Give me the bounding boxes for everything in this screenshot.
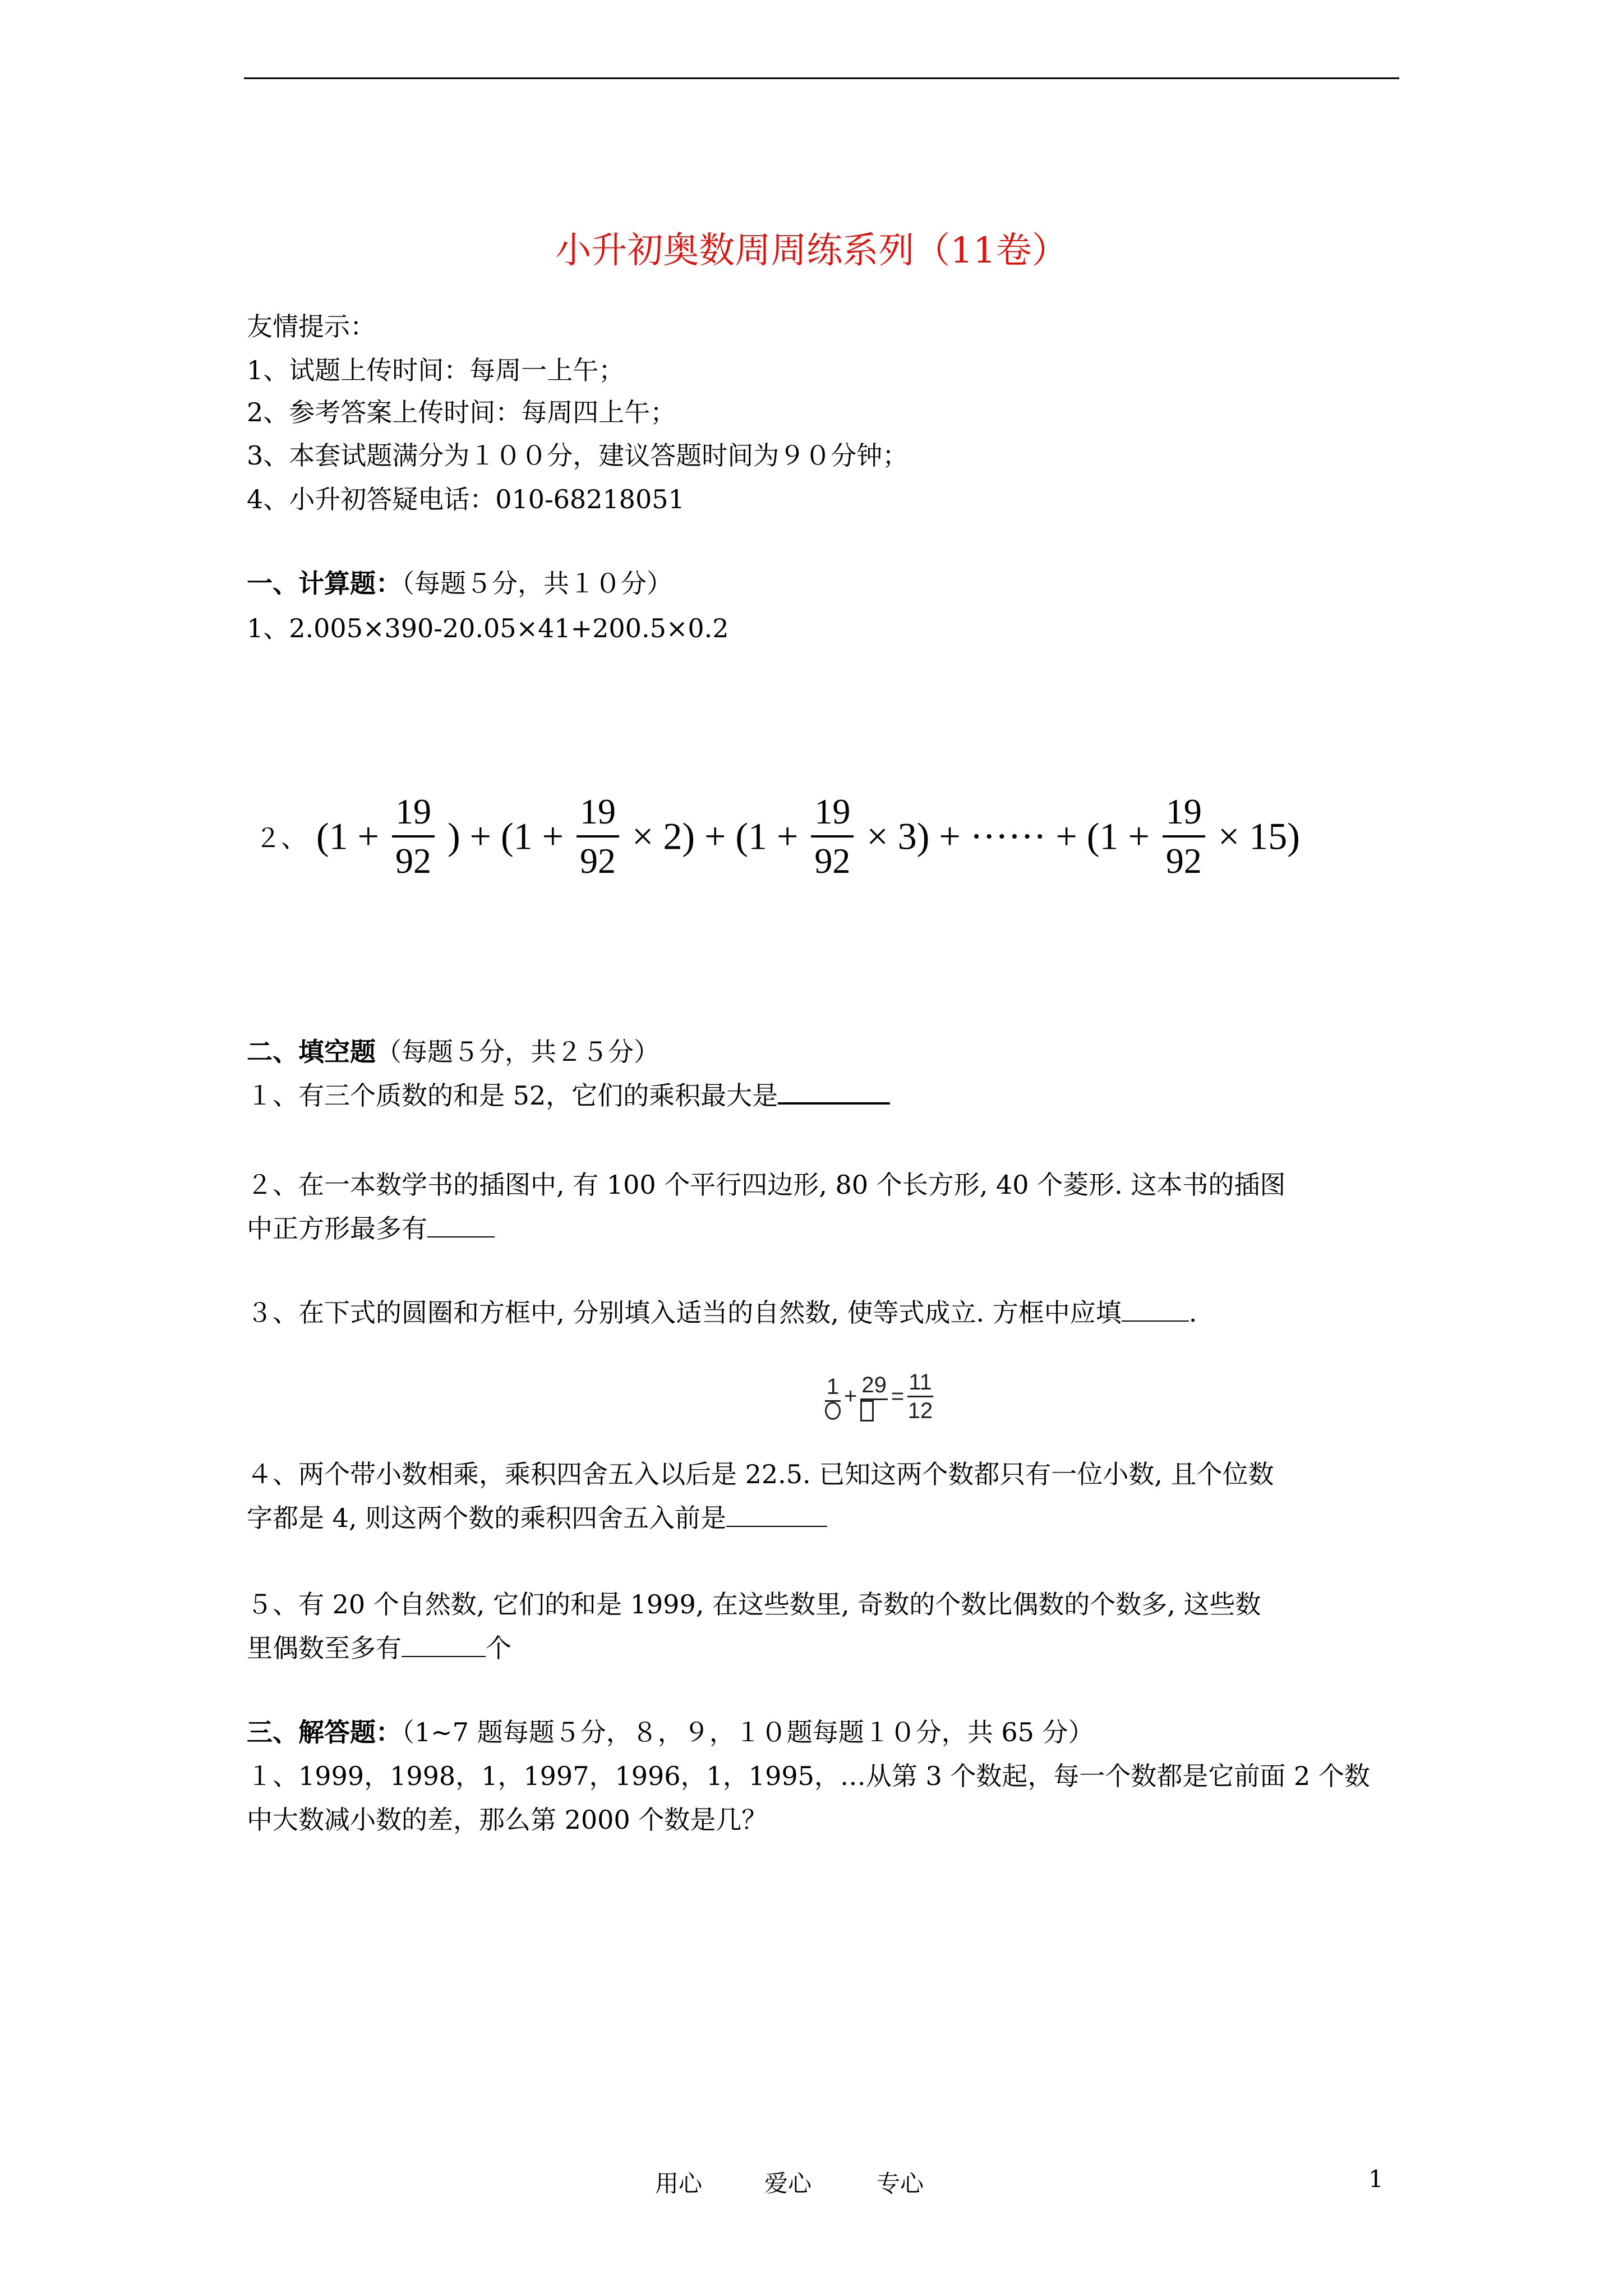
denominator-circle bbox=[825, 1402, 841, 1420]
question-2-3-text: ３、在下式的圆圈和方框中, 分别填入适当的自然数, 使等式成立. 方框中应填 bbox=[247, 1297, 1122, 1328]
fraction-numerator: 19 bbox=[1163, 788, 1205, 838]
section2-header bbox=[247, 1035, 660, 1069]
section2-note: （每题５分，共２５分） bbox=[376, 1037, 660, 1067]
question-3-1-line-2: 中大数减小数的差，那么第 2000 个数是几？ bbox=[247, 1805, 768, 1835]
numerator-1: 1 bbox=[825, 1373, 841, 1402]
expr-close-3: × 3) bbox=[866, 815, 930, 858]
page-title: 小升初奥数周周练系列（11卷） bbox=[555, 230, 1068, 272]
question-2-1 bbox=[247, 1079, 890, 1112]
answer-blank bbox=[402, 1635, 486, 1657]
expr-dots: + ······ + (1 + bbox=[939, 815, 1150, 858]
expr-close-2: × 2) bbox=[632, 815, 695, 858]
expr-open-2: + (1 + bbox=[469, 815, 564, 858]
section2-heading: 二、填空题 bbox=[247, 1037, 376, 1067]
section1-heading: 一、计算题： bbox=[247, 568, 402, 599]
question-2-3-end: . bbox=[1188, 1297, 1197, 1328]
question-2-5-end: 个 bbox=[486, 1633, 511, 1663]
fraction-denominator: 92 bbox=[580, 841, 616, 881]
expr-open-3: + (1 + bbox=[704, 815, 799, 858]
fraction-19-92 bbox=[1163, 788, 1205, 885]
fraction-denominator: 92 bbox=[1165, 841, 1202, 881]
question-2-5-line-2 bbox=[247, 1631, 511, 1665]
fraction-numerator: 19 bbox=[811, 788, 854, 838]
question-1-2 bbox=[255, 788, 1300, 885]
denominator-square bbox=[860, 1400, 888, 1421]
expr-close-4: × 15) bbox=[1218, 815, 1300, 858]
fraction-square bbox=[860, 1372, 888, 1421]
section3-header bbox=[247, 1715, 1094, 1749]
question-2-4-line-2 bbox=[247, 1501, 827, 1535]
fraction-numerator: 19 bbox=[392, 788, 435, 838]
fraction-numerator: 19 bbox=[577, 788, 619, 838]
footer-word-2: 爱心 bbox=[764, 2170, 812, 2197]
tip-2: 2、参考答案上传时间：每周四上午； bbox=[247, 397, 676, 427]
answer-blank bbox=[726, 1504, 827, 1527]
answer-blank bbox=[1122, 1299, 1189, 1322]
question-2-2-line-2 bbox=[247, 1212, 495, 1245]
fraction-denominator: 92 bbox=[395, 841, 431, 881]
circle-blank bbox=[825, 1402, 841, 1420]
question-2-5-text: 里偶数至多有 bbox=[247, 1633, 402, 1663]
square-blank bbox=[860, 1400, 874, 1421]
expr-close-1: ) bbox=[448, 815, 460, 858]
fraction-19-92 bbox=[811, 788, 854, 885]
numerator-11: 11 bbox=[907, 1369, 933, 1397]
tips-heading: 友情提示： bbox=[247, 311, 376, 342]
equation-fractions bbox=[822, 1369, 937, 1424]
question-2-3 bbox=[247, 1296, 1197, 1329]
answer-blank bbox=[778, 1081, 890, 1105]
question-1-2-label: ２、 bbox=[255, 824, 307, 853]
expr-open-1: (1 + bbox=[316, 815, 379, 858]
fraction-denominator: 92 bbox=[814, 841, 851, 881]
page-number: 1 bbox=[1368, 2165, 1384, 2193]
question-2-4-text: 字都是 4, 则这两个数的乘积四舍五入前是 bbox=[247, 1503, 727, 1533]
tip-3: 3、本套试题满分为１００分，建议答题时间为９０分钟； bbox=[247, 440, 909, 471]
fraction-circle bbox=[825, 1373, 841, 1420]
equals-sign: = bbox=[891, 1384, 905, 1409]
question-2-4-line-1: ４、两个带小数相乘，乘积四舍五入以后是 22.5. 已知这两个数都只有一位小数, 且个位数 bbox=[247, 1459, 1274, 1489]
footer-word-1: 用心 bbox=[655, 2170, 703, 2197]
footer-word-3: 专心 bbox=[877, 2170, 924, 2197]
fraction-19-92 bbox=[577, 788, 619, 885]
question-2-2-line-1: ２、在一本数学书的插图中, 有 100 个平行四边形, 80 个长方形, 40 个菱形. 这本书的插图 bbox=[247, 1170, 1286, 1200]
section1-header bbox=[247, 567, 672, 600]
numerator-29: 29 bbox=[860, 1372, 888, 1400]
fraction-19-92 bbox=[392, 788, 435, 885]
header-rule bbox=[244, 77, 1399, 79]
answer-blank bbox=[427, 1215, 495, 1237]
fraction-11-12 bbox=[907, 1369, 933, 1424]
tip-4: 4、小升初答疑电话：010-68218051 bbox=[247, 484, 685, 514]
section3-note: （1~7 题每题５分，８，９，１０题每题１０分，共 65 分） bbox=[402, 1717, 1094, 1747]
denominator-12: 12 bbox=[907, 1398, 933, 1423]
plus-sign: + bbox=[844, 1384, 857, 1409]
section3-heading: 三、解答题： bbox=[247, 1717, 402, 1747]
question-3-1-line-1: １、1999，1998，1，1997，1996，1，1995，…从第 3 个数起，每一个数都是它前面 2 个数 bbox=[247, 1761, 1370, 1791]
question-2-2-text: 中正方形最多有 bbox=[247, 1213, 427, 1244]
question-2-1-text: １、有三个质数的和是 52，它们的乘积最大是 bbox=[247, 1080, 778, 1111]
question-1-1: 1、2.005×390-20.05×41+200.5×0.2 bbox=[247, 613, 729, 643]
tip-1: 1、试题上传时间：每周一上午； bbox=[247, 355, 625, 385]
section1-note: （每题５分，共１０分） bbox=[402, 568, 672, 599]
question-2-5-line-1: ５、有 20 个自然数, 它们的和是 1999, 在这些数里, 奇数的个数比偶数的个数多, 这些数 bbox=[247, 1589, 1261, 1619]
